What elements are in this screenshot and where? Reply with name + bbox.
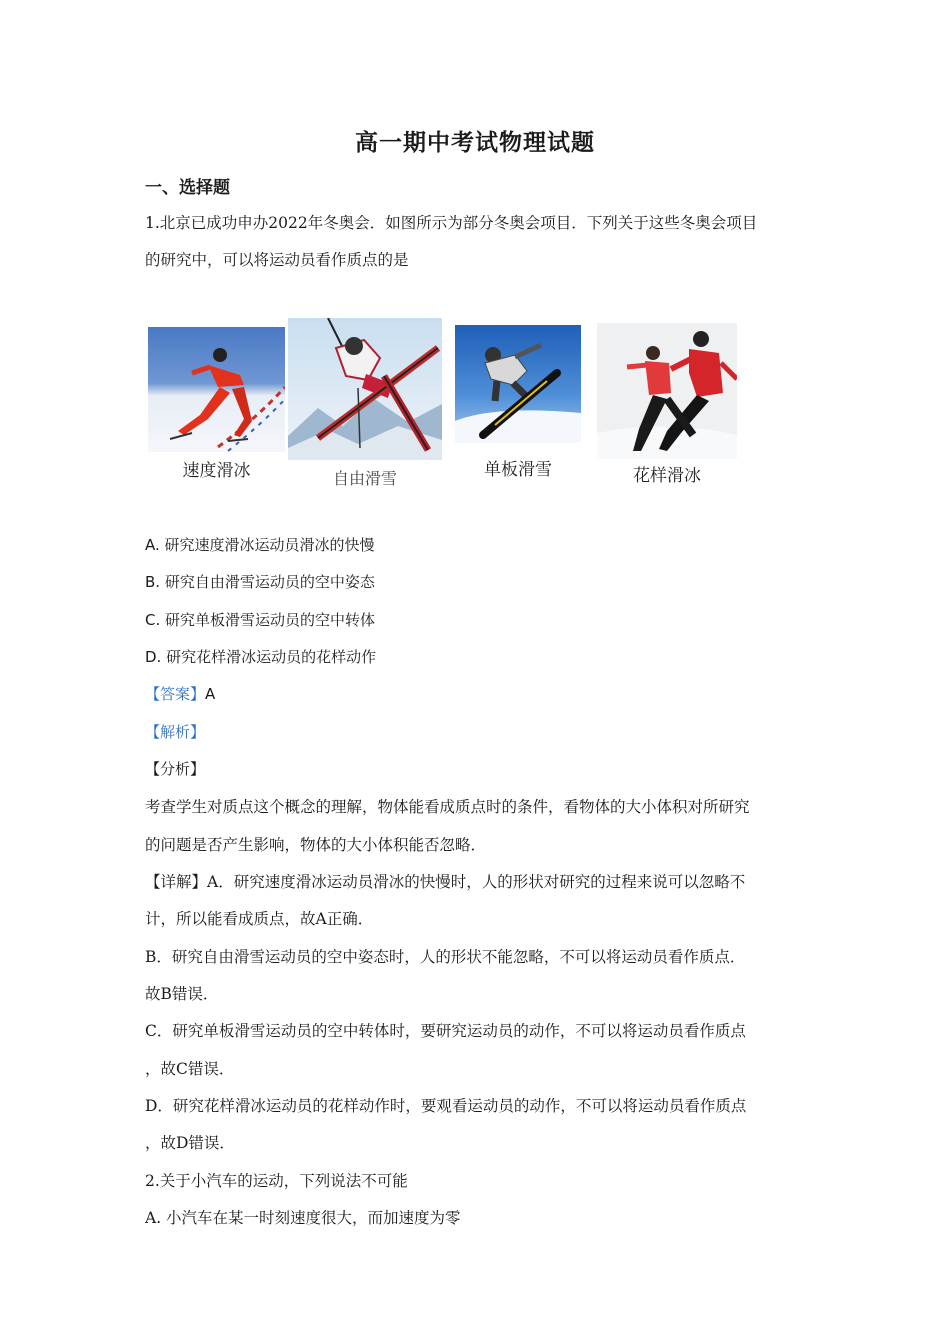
caption-speed-skating: 速度滑冰 bbox=[182, 461, 251, 481]
page-title: 高一期中考试物理试题 bbox=[355, 129, 595, 156]
answer-value: A bbox=[205, 685, 216, 703]
figure-skating-image bbox=[597, 323, 737, 459]
freestyle-skiing-image bbox=[288, 318, 442, 460]
detail-line-4: 故B错误． bbox=[145, 985, 219, 1003]
question-2-option-a: A. 小汽车在某一时刻速度很大，而加速度为零 bbox=[145, 1209, 461, 1227]
detail-line-1: 【详解】A．研究速度滑冰运动员滑冰的快慢时，人的形状对研究的过程来说可以忽略不 bbox=[145, 873, 746, 891]
caption-figure-skating: 花样滑冰 bbox=[633, 466, 701, 486]
detail-line-8: ，故D错误． bbox=[145, 1134, 235, 1152]
question-1-option-c: C. 研究单板滑雪运动员的空中转体 bbox=[145, 611, 376, 629]
analysis-tag: 【解析】 bbox=[145, 723, 206, 741]
answer-tag: 【答案】 bbox=[145, 685, 206, 703]
speed-skating-image bbox=[148, 327, 285, 452]
question-1-stem-line-2: 的研究中，可以将运动员看作质点的是 bbox=[145, 251, 409, 269]
question-1-stem-line-1: 1.北京已成功申办2022年冬奥会．如图所示为部分冬奥会项目．下列关于这些冬奥会项目 bbox=[145, 214, 758, 232]
caption-freestyle-skiing: 自由滑雪 bbox=[332, 469, 397, 488]
question-1-option-a: A. 研究速度滑冰运动员滑冰的快慢 bbox=[145, 536, 375, 554]
fenxi-line-1: 考查学生对质点这个概念的理解，物体能看成质点时的条件，看物体的大小体积对所研究 bbox=[145, 798, 750, 816]
detail-line-3: B．研究自由滑雪运动员的空中姿态时，人的形状不能忽略，不可以将运动员看作质点． bbox=[145, 948, 746, 966]
detail-line-5: C．研究单板滑雪运动员的空中转体时，要研究运动员的动作，不可以将运动员看作质点 bbox=[145, 1022, 746, 1040]
question-1-option-d: D. 研究花样滑冰运动员的花样动作 bbox=[145, 648, 377, 666]
fenxi-tag: 【分析】 bbox=[145, 760, 206, 778]
detail-line-6: ，故C错误． bbox=[145, 1060, 235, 1078]
answer-line bbox=[145, 683, 805, 704]
question-1-option-b: B. 研究自由滑雪运动员的空中姿态 bbox=[145, 573, 375, 591]
question-2-stem: 2.关于小汽车的运动，下列说法不可能 bbox=[145, 1172, 408, 1190]
detail-line-2: 计，所以能看成质点，故A正确． bbox=[145, 910, 374, 928]
fenxi-line-2: 的问题是否产生影响，物体的大小体积能否忽略． bbox=[145, 836, 487, 854]
winter-sports-figure bbox=[145, 316, 745, 496]
snowboarding-image bbox=[455, 325, 581, 443]
section-heading: 一、选择题 bbox=[145, 178, 230, 198]
detail-line-7: D．研究花样滑冰运动员的花样动作时，要观看运动员的动作，不可以将运动员看作质点 bbox=[145, 1097, 747, 1115]
caption-snowboarding: 单板滑雪 bbox=[484, 460, 552, 480]
